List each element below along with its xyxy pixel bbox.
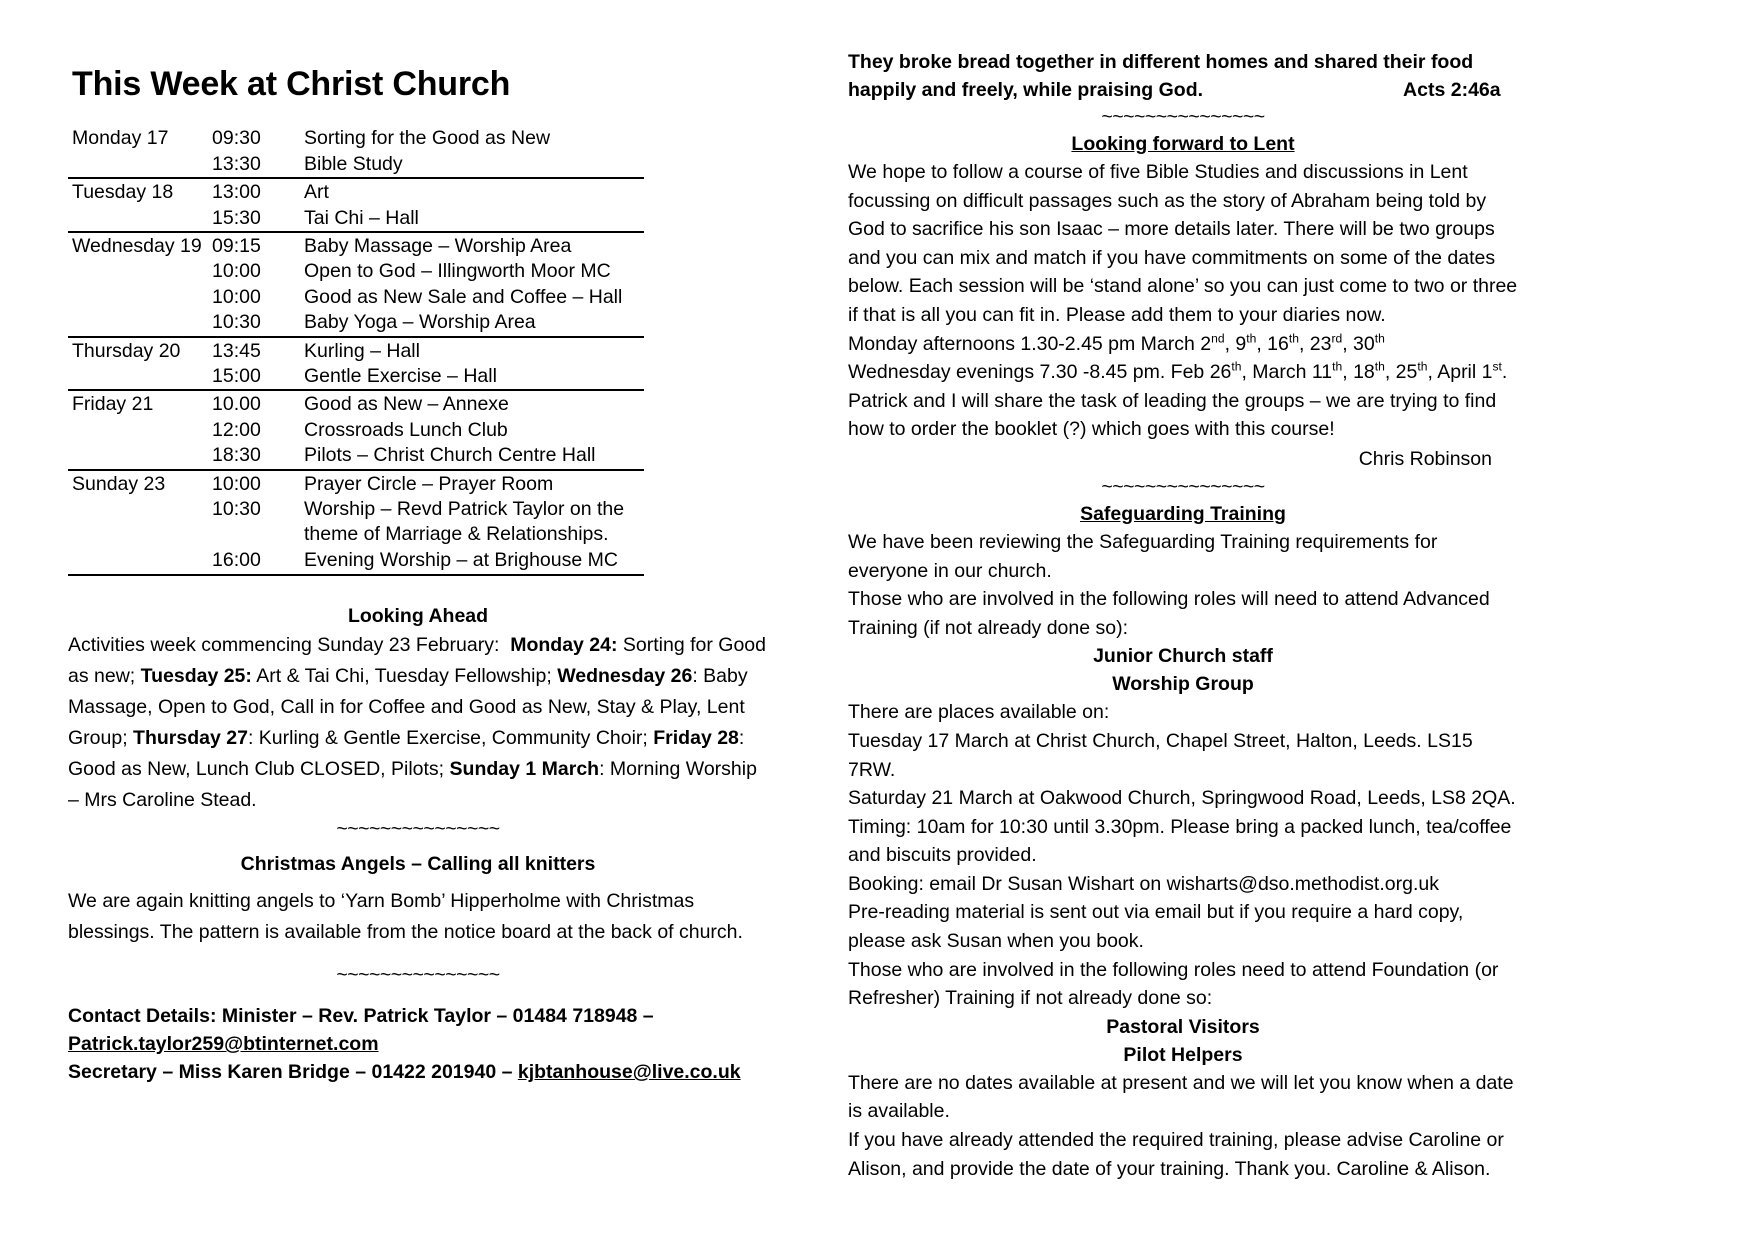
looking-ahead-text-monday: Sorting for Good as new; xyxy=(68,634,767,688)
safeguarding-role-pastoral-visitors: Pastoral Visitors xyxy=(1106,1015,1260,1038)
scripture-quote xyxy=(848,0,1518,104)
table-row xyxy=(68,497,644,522)
lent-signature: Chris Robinson xyxy=(1358,447,1492,470)
looking-ahead-label-friday: Friday 28 xyxy=(653,727,739,750)
safeguarding-heading: Safeguarding Training xyxy=(1080,502,1286,525)
looking-ahead-label-monday: Monday 24: xyxy=(510,634,618,657)
spacer xyxy=(68,948,768,962)
safeguarding-no-dates: There are no dates available at present and we will let you know when a date is available. xyxy=(848,1071,1514,1123)
schedule-time: 09:30 xyxy=(212,127,261,150)
table-row xyxy=(68,232,644,259)
schedule-time: 18:30 xyxy=(212,444,261,467)
schedule-event: Baby Yoga – Worship Area xyxy=(304,311,536,334)
table-row xyxy=(68,125,644,151)
schedule-event: Art xyxy=(304,178,644,205)
scripture-reference: Acts 2:46a xyxy=(1403,79,1501,101)
spacer xyxy=(68,842,768,850)
schedule-day: Monday 17 xyxy=(72,127,169,150)
contact-minister-email[interactable]: Patrick.taylor259@btinternet.com xyxy=(68,1033,379,1056)
looking-ahead-text-sunday: : Morning Worship – Mrs Caroline Stead. xyxy=(68,758,757,812)
schedule-time: 13:30 xyxy=(212,152,261,175)
safeguarding-place-1: Tuesday 17 March at Christ Church, Chapel Street, Halton, Leeds. LS15 7RW. xyxy=(848,729,1473,781)
lent-heading: Looking forward to Lent xyxy=(1071,133,1295,155)
schedule-event: theme of Marriage & Relationships. xyxy=(304,523,609,546)
table-row xyxy=(68,206,644,232)
schedule-day-blank xyxy=(68,310,212,336)
schedule-time xyxy=(212,522,304,547)
contact-secretary-text: Secretary – Miss Karen Bridge – 01422 201940 – xyxy=(68,1061,518,1084)
safeguarding-intro: We have been reviewing the Safeguarding Training requirements for everyone in our church. xyxy=(848,530,1438,582)
schedule-event: Kurling – Hall xyxy=(304,337,644,364)
lent-wednesday-dates: Wednesday evenings 7.30 -8.45 pm. Feb 26th, March 11th, 18th, 25th, April 1st. xyxy=(848,359,1508,384)
table-row xyxy=(68,418,644,443)
looking-ahead-text-wednesday: : Baby Massage, Open to God, Call in for Coffee and Good as New, Stay & Play, Lent Group; xyxy=(68,665,748,750)
table-row xyxy=(68,522,644,547)
safeguarding-place-timing: Timing: 10am for 10:30 until 3.30pm. Please bring a packed lunch, tea/coffee and biscuits provided. xyxy=(848,815,1512,867)
safeguarding-already-attended: If you have already attended the required training, please advise Caroline or Alison, and provide the date of your training. Thank you. Caroline & Alison. xyxy=(848,1129,1504,1180)
table-row xyxy=(68,178,644,205)
schedule-day-blank xyxy=(68,443,212,469)
schedule-day: Thursday 20 xyxy=(68,337,212,364)
lent-closing: Patrick and I will share the task of leading the groups – we are trying to find how to order the booklet (?) which goes with this course! xyxy=(848,389,1497,441)
schedule-event: Pilots – Christ Church Centre Hall xyxy=(304,444,596,467)
table-row xyxy=(68,310,644,336)
schedule-day: Sunday 23 xyxy=(68,470,212,497)
safeguarding-role-junior-church: Junior Church staff xyxy=(1093,645,1273,668)
schedule-event: Tai Chi – Hall xyxy=(304,206,419,229)
safeguarding-advanced-intro: Those who are involved in the following roles will need to attend Advanced Training (if not already done so): xyxy=(848,588,1490,639)
squiggle-divider-1: ~~~~~~~~~~~~~~~ xyxy=(336,818,500,841)
table-row xyxy=(68,285,644,310)
table-row xyxy=(68,337,644,364)
schedule-day-blank xyxy=(68,259,212,284)
spacer xyxy=(68,576,768,602)
schedule-event: Gentle Exercise – Hall xyxy=(304,365,497,388)
table-row xyxy=(68,470,644,497)
table-row xyxy=(68,390,644,417)
schedule-day: Tuesday 18 xyxy=(68,178,212,205)
looking-ahead-label-sunday: Sunday 1 March xyxy=(449,758,600,781)
schedule-event: Evening Worship – at Brighouse MC xyxy=(304,548,644,575)
contact-minister-text: Contact Details: Minister – Rev. Patrick Taylor – 01484 718948 – xyxy=(68,1005,654,1028)
looking-ahead-heading: Looking Ahead xyxy=(347,605,489,628)
squiggle-divider-2: ~~~~~~~~~~~~~~~ xyxy=(336,964,500,987)
schedule-time: 10:30 xyxy=(212,498,261,521)
spacer xyxy=(68,878,768,886)
schedule-time: 15:30 xyxy=(212,206,261,229)
spacer xyxy=(68,988,768,1002)
schedule-day-blank xyxy=(68,285,212,310)
schedule-day-blank xyxy=(68,548,212,575)
schedule-body xyxy=(68,125,644,575)
schedule-event: Bible Study xyxy=(304,152,403,175)
schedule-time: 10:00 xyxy=(212,470,304,497)
looking-ahead-label-thursday: Thursday 27 xyxy=(133,727,248,750)
schedule-event: Crossroads Lunch Club xyxy=(304,418,508,441)
table-row xyxy=(68,152,644,178)
schedule-day: Friday 21 xyxy=(68,390,212,417)
safeguarding-places-intro: There are places available on: xyxy=(848,701,1110,724)
schedule-day-blank xyxy=(68,364,212,390)
safeguarding-foundation-intro: Those who are involved in the following roles need to attend Foundation (or Refresher) Training if not already done so: xyxy=(848,958,1499,1010)
schedule-day-blank xyxy=(68,418,212,443)
lent-body: We hope to follow a course of five Bible Studies and discussions in Lent focussing on difficult passages such as the story of Abraham being told by God to sacrifice his son Isaac – more details later. There will be two groups and you can mix and match if you have commitments on some of the dates below. Each session will be ‘stand alone’ so you can just come to two or three if that is all you can fit in. Please add them to your diaries now. xyxy=(848,161,1518,326)
schedule-day: Wednesday 19 xyxy=(68,232,212,259)
looking-ahead-intro: Activities week commencing Sunday 23 February: xyxy=(68,634,500,657)
christmas-angels-heading: Christmas Angels – Calling all knitters xyxy=(240,853,596,876)
table-row xyxy=(68,548,644,575)
schedule-time: 09:15 xyxy=(212,232,304,259)
schedule-time: 10:00 xyxy=(212,260,261,283)
safeguarding-role-pilot-helpers: Pilot Helpers xyxy=(1123,1043,1243,1066)
schedule-event: Baby Massage – Worship Area xyxy=(304,232,644,259)
safeguarding-prereading: Pre-reading material is sent out via email but if you require a hard copy, please ask Susan when you book. xyxy=(848,901,1464,953)
looking-ahead-label-tuesday: Tuesday 25: xyxy=(140,665,252,688)
safeguarding-booking: Booking: email Dr Susan Wishart on wisharts@dso.methodist.org.uk xyxy=(848,872,1439,895)
schedule-time: 13:45 xyxy=(212,337,304,364)
squiggle-divider-4: ~~~~~~~~~~~~~~~ xyxy=(1101,475,1265,498)
right-column xyxy=(848,0,1518,1183)
looking-ahead-text-friday: : Good as New, Lunch Club CLOSED, Pilots; xyxy=(68,727,745,781)
lent-monday-dates: Monday afternoons 1.30-2.45 pm March 2nd, 9th, 16th, 23rd, 30th xyxy=(848,331,1385,355)
looking-ahead-label-wednesday: Wednesday 26 xyxy=(557,665,693,688)
schedule-time: 10.00 xyxy=(212,390,304,417)
schedule-event: Good as New Sale and Coffee – Hall xyxy=(304,285,623,308)
page-title: This Week at Christ Church xyxy=(72,65,511,103)
safeguarding-place-2: Saturday 21 March at Oakwood Church, Springwood Road, Leeds, LS8 2QA. xyxy=(848,787,1516,810)
schedule-event: Open to God – Illingworth Moor MC xyxy=(304,260,611,283)
scripture-text: They broke bread together in different homes and shared their food happily and freely, while praising God. xyxy=(848,51,1474,101)
safeguarding-role-worship-group: Worship Group xyxy=(1112,673,1254,696)
weekly-schedule-table xyxy=(68,125,644,576)
left-column xyxy=(68,0,768,1086)
squiggle-divider-3: ~~~~~~~~~~~~~~~ xyxy=(1101,106,1265,128)
schedule-event: Prayer Circle – Prayer Room xyxy=(304,470,644,497)
table-row xyxy=(68,364,644,390)
schedule-event: Worship – Revd Patrick Taylor on the xyxy=(304,498,625,521)
schedule-time: 12:00 xyxy=(212,418,261,441)
contact-minister-line xyxy=(68,1002,768,1058)
table-row xyxy=(68,443,644,469)
schedule-time: 15:00 xyxy=(212,365,261,388)
looking-ahead-text-thursday: : Kurling & Gentle Exercise, Community Choir; xyxy=(247,727,648,750)
schedule-event: Sorting for the Good as New xyxy=(304,127,551,150)
table-row xyxy=(68,259,644,284)
schedule-event: Good as New – Annexe xyxy=(304,390,644,417)
schedule-time: 10:30 xyxy=(212,311,261,334)
looking-ahead-text-tuesday: Art & Tai Chi, Tuesday Fellowship; xyxy=(256,665,552,688)
christmas-angels-body: We are again knitting angels to ‘Yarn Bomb’ Hipperholme with Christmas blessings. The pattern is available from the notice board at the back of church. xyxy=(68,890,743,944)
looking-ahead-paragraph xyxy=(68,630,768,816)
schedule-day-blank xyxy=(68,497,212,522)
contact-secretary-line xyxy=(68,1058,768,1086)
schedule-time: 13:00 xyxy=(212,178,304,205)
schedule-day-blank xyxy=(68,206,212,232)
schedule-time: 10:00 xyxy=(212,285,261,308)
contact-secretary-email[interactable]: kjbtanhouse@live.co.uk xyxy=(517,1061,741,1084)
schedule-day-blank xyxy=(68,152,212,178)
schedule-time: 16:00 xyxy=(212,548,304,575)
schedule-day-blank xyxy=(68,522,212,547)
